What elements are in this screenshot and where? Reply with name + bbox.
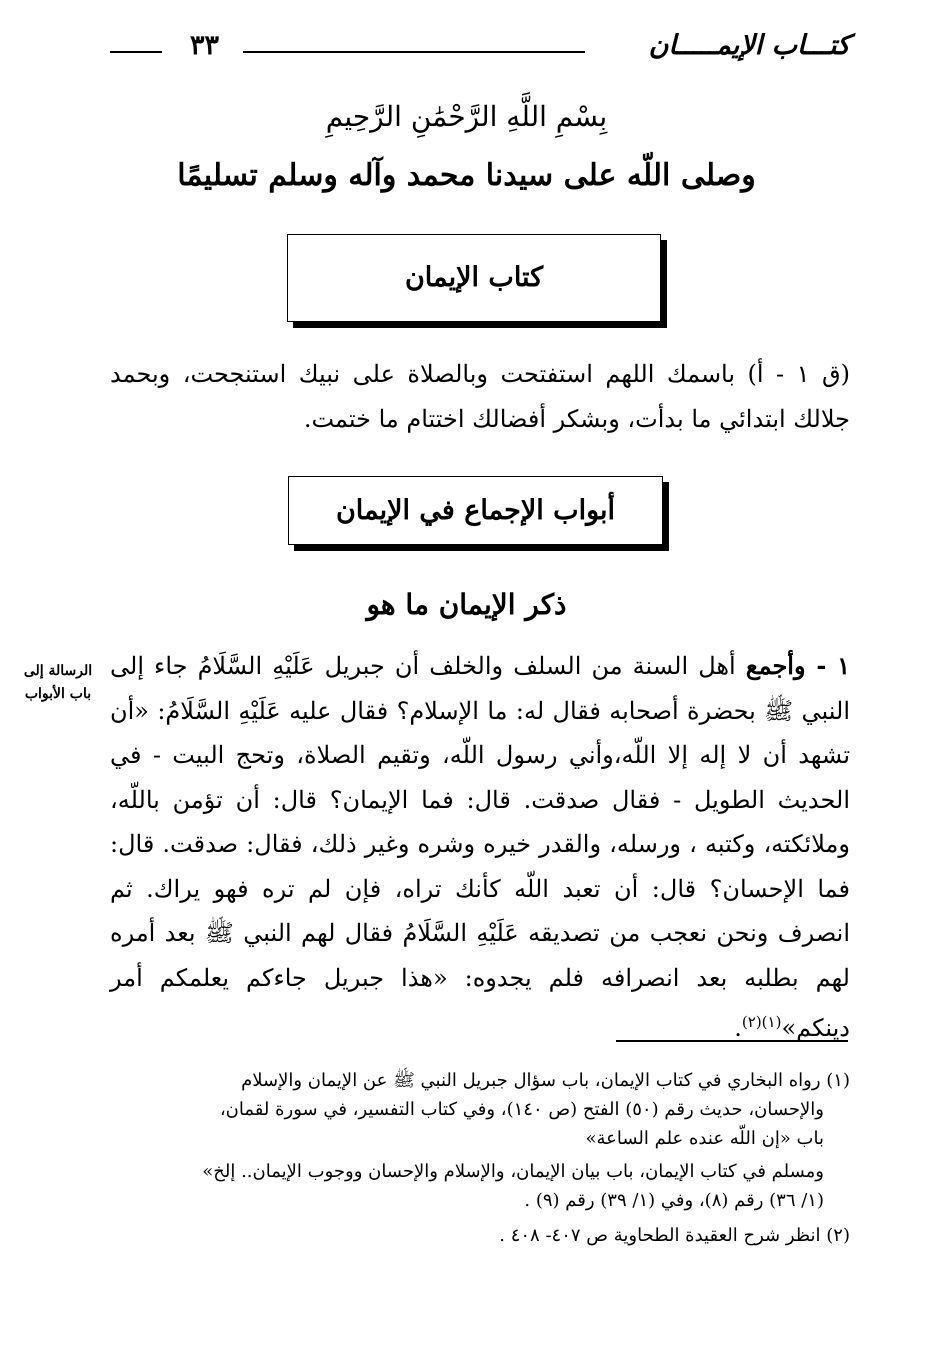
chapter-title-box	[288, 476, 663, 545]
chapter-title: أبواب الإجماع في الإيمان	[335, 495, 616, 526]
header-rule-short	[110, 51, 162, 53]
subheading: ذكر الإيمان ما هو	[366, 588, 567, 621]
paragraph-lead-word: وأجمع	[745, 651, 806, 680]
running-title: كتـــاب الإيمـــــان	[648, 30, 850, 61]
salawat-line: وصلى اللّه على سيدنا محمد وآله وسلم تسليمًا	[177, 158, 756, 193]
footnote-1-line-3: باب «إن اللّه عنده علم الساعة»	[585, 1128, 824, 1149]
footnote-2: (٢) انظر شرح العقيدة الطحاوية ص ٤٠٧- ٤٠٨ .	[499, 1225, 850, 1246]
paragraph-end: .	[734, 1014, 742, 1042]
body-paragraph	[110, 644, 850, 1051]
footnote-refs: (١)(٢)	[741, 1013, 782, 1031]
footnote-1-line-4: ومسلم في كتاب الإيمان، باب بيان الإيمان، والإسلام والإحسان ووجوب الإيمان.. إلخ»	[202, 1161, 824, 1182]
footnotes	[110, 1066, 850, 1250]
intro-paragraph: (ق ١ - أ) باسمك اللهم استفتحت وبالصلاة على نبيك استنجحت، وبحمد جلالك ابتدائي ما بدأت، وبشكر أفضالك اختتام ما ختمت.	[110, 360, 850, 433]
footnote-rule	[616, 1040, 848, 1042]
header-rule-long	[243, 51, 585, 53]
paragraph-text: أهل السنة من السلف والخلف أن جبريل عَلَيْهِ السَّلَامُ جاء إلى النبي ﷺ بحضرة أصحابه فقال له: ما الإسلام؟ فقال عليه عَلَيْهِ السَّلَامُ: «أن تشهد أن لا إله إلا اللّه،وأني رسول اللّه، وتقيم الصلاة، وتحج البيت - في الحديث الطويل - فقال صدقت. قال: فما الإيمان؟ قال: أن تؤمن باللّه، وملائكته، وكتبه ، ورسله، والقدر خيره وشره وغير ذلك، فقال: صدقت. قال: فما الإحسان؟ قال: أن تعبد اللّه كأنك تراه، فإن لم تره فهو يراك. ثم انصرف ونحن نعجب من تصديقه عَلَيْهِ السَّلَامُ فقال لهم النبي ﷺ بعد أمره لهم بطلبه بعد انصرافه فلم يجدوه: «هذا جبريل جاءكم يعلمكم أمر دينكم»	[110, 652, 851, 1042]
footnote-1-line-2: والإحسان، حديث رقم (٥٠) الفتح (ص ١٤٠)، وفي كتاب التفسير، في سورة لقمان،	[219, 1099, 824, 1120]
margin-note: الرسالة إلى باب الأبواب	[23, 663, 93, 702]
section-title: كتاب الإيمان	[404, 262, 544, 293]
footnote-1-line-5: (١/ ٣٦) رقم (٨)، وفي (١/ ٣٩) رقم (٩) .	[524, 1190, 824, 1211]
page-number: ٣٣	[190, 30, 220, 61]
footnote-1-line-1: (١) رواه البخاري في كتاب الإيمان، باب سؤال جبريل النبي ﷺ عن الإيمان والإسلام	[241, 1070, 850, 1091]
paragraph-number: ١ -	[805, 651, 851, 680]
running-header	[110, 28, 850, 68]
basmala: بِسْمِ اللَّهِ الرَّحْمَٰنِ الرَّحِيمِ	[325, 100, 608, 133]
section-title-box	[287, 234, 661, 322]
